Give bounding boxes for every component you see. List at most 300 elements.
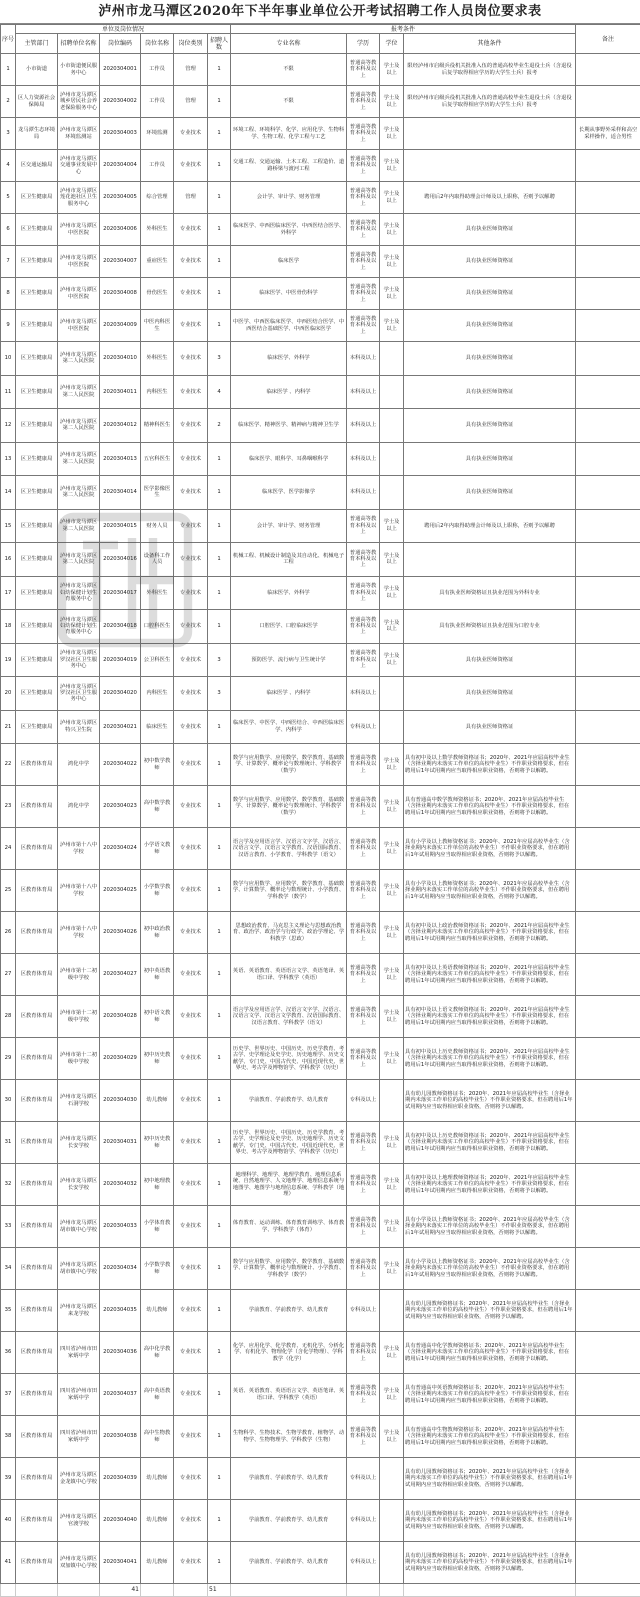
cell-no: 25 — [1, 870, 16, 912]
cell-edu: 普通高等教育本科及以上 — [347, 996, 380, 1038]
cell-edu: 普通高等教育本科及以上 — [347, 1248, 380, 1290]
table-row — [1, 912, 640, 954]
cell-edu: 普通高等教育本科及以上 — [347, 118, 380, 150]
cell-count: 1 — [208, 310, 231, 342]
cell-major: 生物科学、生物技术、生物学教育、植物学、动物学、生物物理学、学科教学（生物） — [231, 1416, 347, 1458]
cell-major: 临床医学、精神医学、精神病与精神卫生学 — [231, 409, 347, 443]
cell-unit: 泸州市龙马潭区第二人民医院 — [58, 442, 100, 476]
cell-unit: 四川省泸州市田家炳中学 — [58, 1332, 100, 1374]
cell-type: 专业技术 — [174, 1164, 208, 1206]
cell-count: 1 — [208, 1416, 231, 1458]
header-type: 岗位类别 — [174, 34, 208, 54]
cell-post: 骨伤医生 — [141, 278, 174, 310]
cell-code: 2020304022 — [100, 744, 141, 786]
cell-degree — [380, 1500, 404, 1542]
cell-dept: 区教育体育局 — [16, 1038, 58, 1080]
cell-edu: 普通高等教育本科及以上 — [347, 1164, 380, 1206]
cell-edu: 专科及以上 — [347, 1080, 380, 1122]
cell-code: 2020304015 — [100, 509, 141, 543]
cell-unit: 小市街道便民服务中心 — [58, 54, 100, 86]
cell-edu: 普通高等教育本科及以上 — [347, 214, 380, 246]
table-row — [1, 182, 640, 214]
cell-other: 具有小学及以上教师资格证书；2020年、2021年应届高校毕业生（含择业期内未落实工作单位的高校毕业生）不作职业资格要求，但在聘用后1年试用期内应当取得相应职业资格，否则将予以解聘。 — [404, 870, 576, 912]
cell-no: 37 — [1, 1374, 16, 1416]
cell-remark — [576, 442, 640, 476]
cell-post: 设备科工作人员 — [141, 543, 174, 577]
cell-edu: 本科及以上 — [347, 409, 380, 443]
cell-other: 具有幼儿园教师资格证书；2020年、2021年应届高校毕业生（含择业期内未落实工作单位的高校毕业生）不作职业资格要求，但在聘用后1年试用期内应当取得相应职业资格，否则将予以解聘。 — [404, 1458, 576, 1500]
cell-post: 初中政治教师 — [141, 912, 174, 954]
cell-degree: 学士及以上 — [380, 610, 404, 644]
cell-code: 2020304031 — [100, 1122, 141, 1164]
cell-count: 1 — [208, 1458, 231, 1500]
cell-post: 小学数学教师 — [141, 870, 174, 912]
table-row — [1, 246, 640, 278]
cell-code: 2020304008 — [100, 278, 141, 310]
cell-major: 英语、英语教育、英语语言文学、英语笔译、英语口译、学科教学（英语） — [231, 1374, 347, 1416]
cell-other: 具有普通高中数学教师资格证书；2020年、2021年应届高校毕业生（含择业期内未落实工作单位的高校毕业生）不作职业资格要求，但在聘用后1年试用期内应当取得相应职业资格，否则将予以解聘。 — [404, 786, 576, 828]
cell-major: 体育教育、运动训练、体育教育训练学、体育教学、学科教学（体育） — [231, 1206, 347, 1248]
cell-dept: 区卫生健康局 — [16, 476, 58, 510]
cell-no: 4 — [1, 150, 16, 182]
cell-type: 专业技术 — [174, 610, 208, 644]
cell-unit: 泸州市龙马潭区中医医院 — [58, 278, 100, 310]
cell-unit: 泸州市龙马潭区妇幼保健计划生育服务中心 — [58, 610, 100, 644]
cell-major: 临床医学 — [231, 246, 347, 278]
cell-dept: 龙马潭生态环境局 — [16, 118, 58, 150]
cell-other: 聘用后2年内取得助理会计师及以上职称，否则予以解聘 — [404, 182, 576, 214]
cell-major: 会计学、审计学、财务管理 — [231, 509, 347, 543]
cell-major: 机械工程、机械设计制造及其自动化、机械电子工程 — [231, 543, 347, 577]
cell-major: 会计学、审计学、财务管理 — [231, 182, 347, 214]
cell-degree — [380, 409, 404, 443]
cell-remark — [576, 278, 640, 310]
cell-unit: 泸州市龙马潭区妇幼保健计划生育服务中心 — [58, 576, 100, 610]
cell-no: 14 — [1, 476, 16, 510]
cell-post: 中医内科医生 — [141, 310, 174, 342]
cell-post: 医学影像医生 — [141, 476, 174, 510]
cell-remark — [576, 576, 640, 610]
cell-edu: 普通高等教育本科及以上 — [347, 744, 380, 786]
header-degree: 学位 — [380, 34, 404, 54]
cell-no: 22 — [1, 744, 16, 786]
cell-dept: 区教育体育局 — [16, 1500, 58, 1542]
cell-code: 2020304014 — [100, 476, 141, 510]
cell-other: 具有执业医师资格证 — [404, 278, 576, 310]
cell-edu: 普通高等教育本科及以上 — [347, 576, 380, 610]
cell-code: 2020304036 — [100, 1332, 141, 1374]
cell-post: 小学数学教师 — [141, 1248, 174, 1290]
table-row — [1, 1416, 640, 1458]
cell-other: 具有初中及以上政治教师资格证书；2020年、2021年应届高校毕业生（含择业期内未落实工作单位的高校毕业生）不作职业资格要求，但在聘用后1年试用期内应当取得相应职业资格，否则将予以解聘。 — [404, 912, 576, 954]
cell-remark — [576, 1416, 640, 1458]
cell-post: 初中语文教师 — [141, 996, 174, 1038]
cell-no: 6 — [1, 214, 16, 246]
cell-post: 五官科医生 — [141, 442, 174, 476]
cell-post: 初中地理教师 — [141, 1164, 174, 1206]
cell-remark — [576, 1500, 640, 1542]
cell-type: 专业技术 — [174, 1248, 208, 1290]
cell-other: 具有执业医师资格证 — [404, 710, 576, 744]
cell-dept: 区卫生健康局 — [16, 214, 58, 246]
header-unit: 招聘单位名称 — [58, 34, 100, 54]
cell-dept: 区卫生健康局 — [16, 610, 58, 644]
cell-dept: 区卫生健康局 — [16, 342, 58, 376]
cell-remark — [576, 1290, 640, 1332]
cell-code: 2020304038 — [100, 1416, 141, 1458]
cell-degree: 学士及以上 — [380, 543, 404, 577]
cell-type: 专业技术 — [174, 1500, 208, 1542]
cell-edu: 普通高等教育本科及以上 — [347, 643, 380, 677]
cell-degree — [380, 710, 404, 744]
cell-major: 口腔医学、口腔临床医学 — [231, 610, 347, 644]
cell-dept: 区教育体育局 — [16, 1122, 58, 1164]
cell-count: 1 — [208, 182, 231, 214]
cell-unit: 泸州市第十二初级中学校 — [58, 954, 100, 996]
cell-remark — [576, 1458, 640, 1500]
cell-no: 10 — [1, 342, 16, 376]
cell-degree: 学士及以上 — [380, 1374, 404, 1416]
cell-post: 工作员 — [141, 150, 174, 182]
cell-other: 具有小学及以上教师资格证书；2020年、2021年应届高校毕业生（含择业期内未落实工作单位的高校毕业生）不作职业资格要求，但在聘用后1年试用期内应当取得相应职业资格，否则将予以解聘。 — [404, 828, 576, 870]
cell-no: 34 — [1, 1248, 16, 1290]
cell-edu: 普通高等教育本科及以上 — [347, 509, 380, 543]
cell-unit: 泸州市第十八中学校 — [58, 912, 100, 954]
cell-major: 临床医学、眼科学、耳鼻咽喉科学 — [231, 442, 347, 476]
cell-code: 2020304026 — [100, 912, 141, 954]
cell-major: 临床医学、外科学 — [231, 342, 347, 376]
cell-post: 外科医生 — [141, 342, 174, 376]
header-count: 招聘人数 — [208, 34, 231, 54]
table-row — [1, 54, 640, 86]
cell-no: 35 — [1, 1290, 16, 1332]
table-row — [1, 870, 640, 912]
cell-dept: 区教育体育局 — [16, 1542, 58, 1584]
cell-unit: 泸州市龙马潭区第二人民医院 — [58, 342, 100, 376]
cell-unit: 鸿化中学 — [58, 786, 100, 828]
cell-degree: 学士及以上 — [380, 1122, 404, 1164]
cell-other: 具有普通高中生物教师资格证书；2020年、2021年应届高校毕业生（含择业期内未落实工作单位的高校毕业生）不作职业资格要求，但在聘用后1年试用期内应当取得相应职业资格，否则将予以解聘。 — [404, 1416, 576, 1458]
cell-unit: 泸州市龙马潭区长安学校 — [58, 1164, 100, 1206]
cell-dept: 区卫生健康局 — [16, 278, 58, 310]
cell-no: 18 — [1, 610, 16, 644]
cell-count: 1 — [208, 1374, 231, 1416]
cell-type: 专业技术 — [174, 150, 208, 182]
header-code: 岗位编码 — [100, 34, 141, 54]
cell-major: 不限 — [231, 54, 347, 86]
cell-remark — [576, 828, 640, 870]
cell-degree: 学士及以上 — [380, 509, 404, 543]
cell-code: 2020304021 — [100, 710, 141, 744]
cell-no: 12 — [1, 409, 16, 443]
cell-count: 1 — [208, 543, 231, 577]
cell-major: 环境工程、环境科学、化学、应用化学、生物科学、生物工程、化学工程与工艺 — [231, 118, 347, 150]
cell-dept: 区教育体育局 — [16, 1416, 58, 1458]
cell-code: 2020304028 — [100, 996, 141, 1038]
cell-remark — [576, 150, 640, 182]
cell-no: 20 — [1, 677, 16, 711]
cell-post: 工作员 — [141, 54, 174, 86]
cell-no: 16 — [1, 543, 16, 577]
cell-remark — [576, 54, 640, 86]
cell-dept: 区卫生健康局 — [16, 246, 58, 278]
table-row — [1, 1542, 640, 1584]
cell-count: 1 — [208, 1038, 231, 1080]
cell-major: 数学与应用数学、应用数学、数学教育、基础数学、计算数学、概率论与数理统计、小学教育、学科教学（数学） — [231, 870, 347, 912]
cell-count: 4 — [208, 375, 231, 409]
cell-no: 27 — [1, 954, 16, 996]
cell-type: 专业技术 — [174, 118, 208, 150]
cell-post: 初中数学教师 — [141, 744, 174, 786]
cell-dept: 区卫生健康局 — [16, 375, 58, 409]
cell-no: 5 — [1, 182, 16, 214]
cell-degree: 学士及以上 — [380, 310, 404, 342]
cell-type: 专业技术 — [174, 786, 208, 828]
table-row — [1, 1038, 640, 1080]
cell-other: 限经泸州市启级兵役机关批准入伍的普通高校毕业生退役士兵（含退役后复学取得相应学历的大学生士兵）报考 — [404, 86, 576, 118]
cell-type: 专业技术 — [174, 1458, 208, 1500]
cell-degree — [380, 442, 404, 476]
cell-unit: 泸州市龙马潭区特兴卫生院 — [58, 710, 100, 744]
cell-dept: 区教育体育局 — [16, 1080, 58, 1122]
cell-code: 2020304020 — [100, 677, 141, 711]
cell-major: 思想政治教育、马克思主义理论与思想政治教育、政治学、政治学与行政学、政治学理论、学科教学（思政） — [231, 912, 347, 954]
cell-major: 临床医学 、内科学 — [231, 677, 347, 711]
cell-count: 1 — [208, 246, 231, 278]
cell-other: 具有初中及以上历史教师资格证书；2020年、2021年应届高校毕业生（含择业期内未落实工作单位的高校毕业生）不作职业资格要求，但在聘用后1年试用期内应当取得相应职业资格，否则将予以解聘。 — [404, 1038, 576, 1080]
cell-edu: 专科及以上 — [347, 1458, 380, 1500]
cell-count: 1 — [208, 1080, 231, 1122]
cell-degree: 学士及以上 — [380, 576, 404, 610]
cell-count: 1 — [208, 1290, 231, 1332]
cell-degree — [380, 476, 404, 510]
cell-edu: 普通高等教育本科及以上 — [347, 786, 380, 828]
cell-no: 9 — [1, 310, 16, 342]
cell-code: 2020304017 — [100, 576, 141, 610]
cell-major: 临床医学、中医学、中西医结合、中西医临床医学、内科学 — [231, 710, 347, 744]
cell-unit: 四川省泸州市田家炳中学 — [58, 1416, 100, 1458]
cell-dept: 区卫生健康局 — [16, 710, 58, 744]
cell-other: 具有初中及以上历史教师资格证书；2020年、2021年应届高校毕业生（含择业期内未落实工作单位的高校毕业生）不作职业资格要求，但在聘用后1年试用期内应当取得相应职业资格，否则将予以解聘。 — [404, 1122, 576, 1164]
cell-code: 2020304019 — [100, 643, 141, 677]
cell-degree: 学士及以上 — [380, 278, 404, 310]
cell-unit: 泸州市龙马潭区交通事业发展中心 — [58, 150, 100, 182]
cell-major: 数学与应用数学、应用数学、数学教育、基础数学、计算数学、概率论与数理统计、小学教育、学科教学（数学） — [231, 1248, 347, 1290]
cell-remark — [576, 409, 640, 443]
cell-dept: 区卫生健康局 — [16, 509, 58, 543]
cell-count: 1 — [208, 54, 231, 86]
cell-post: 外科医生 — [141, 214, 174, 246]
cell-edu: 本科及以上 — [347, 342, 380, 376]
table-row — [1, 1290, 640, 1332]
cell-edu: 本科及以上 — [347, 677, 380, 711]
cell-remark — [576, 1248, 640, 1290]
cell-post: 高中数学教师 — [141, 786, 174, 828]
cell-other: 聘用后2年内取得助理会计师及以上职称，否则予以解聘 — [404, 509, 576, 543]
cell-major: 数学与应用数学、应用数学、数学教育、基础数学、计算数学、概率论与数理统计、学科教学（数学） — [231, 744, 347, 786]
cell-other: 具有小学及以上教师资格证书；2020年、2021年应届高校毕业生（含择业期内未落实工作单位的高校毕业生）不作职业资格要求，但在聘用后1年试用期内应当取得相应职业资格，否则将予以解聘。 — [404, 1248, 576, 1290]
cell-post: 重症医生 — [141, 246, 174, 278]
cell-count: 1 — [208, 576, 231, 610]
cell-unit: 泸州市龙马潭区石洞学校 — [58, 1080, 100, 1122]
cell-other: 具有幼儿园教师资格证书；2020年、2021年应届高校毕业生（含择业期内未落实工作单位的高校毕业生）不作职业资格要求，但在聘用后1年试用期内应当取得相应职业资格，否则将予以解聘。 — [404, 1500, 576, 1542]
cell-degree — [380, 1080, 404, 1122]
cell-edu: 普通高等教育本科及以上 — [347, 543, 380, 577]
cell-post: 幼儿教师 — [141, 1500, 174, 1542]
cell-unit: 泸州市龙马潭区第二人民医院 — [58, 509, 100, 543]
cell-count: 1 — [208, 214, 231, 246]
cell-degree — [380, 1458, 404, 1500]
cell-remark — [576, 375, 640, 409]
table-row — [1, 118, 640, 150]
cell-type: 专业技术 — [174, 476, 208, 510]
cell-other: 具有执业医师资格证 — [404, 310, 576, 342]
total-positions: 41 — [100, 1584, 141, 1597]
cell-remark — [576, 1374, 640, 1416]
table-row — [1, 677, 640, 711]
cell-dept: 区教育体育局 — [16, 954, 58, 996]
cell-no: 2 — [1, 86, 16, 118]
cell-degree: 学士及以上 — [380, 828, 404, 870]
cell-edu: 专科及以上 — [347, 1290, 380, 1332]
cell-type: 专业技术 — [174, 912, 208, 954]
cell-count: 1 — [208, 1332, 231, 1374]
cell-edu: 普通高等教育本科及以上 — [347, 912, 380, 954]
cell-code: 2020304013 — [100, 442, 141, 476]
cell-other: 具有执业医师资格证 — [404, 677, 576, 711]
cell-no: 3 — [1, 118, 16, 150]
cell-no: 26 — [1, 912, 16, 954]
cell-edu: 本科及以上 — [347, 476, 380, 510]
total-people: 51 — [208, 1584, 231, 1597]
cell-degree — [380, 677, 404, 711]
cell-remark — [576, 1038, 640, 1080]
cell-post: 临床医生 — [141, 710, 174, 744]
table-row — [1, 310, 640, 342]
cell-type: 专业技术 — [174, 214, 208, 246]
cell-remark — [576, 182, 640, 214]
cell-remark — [576, 1164, 640, 1206]
cell-count: 1 — [208, 278, 231, 310]
cell-type: 专业技术 — [174, 1416, 208, 1458]
cell-type: 管理 — [174, 54, 208, 86]
cell-count: 1 — [208, 912, 231, 954]
cell-code: 2020304027 — [100, 954, 141, 996]
cell-post: 外科医生 — [141, 576, 174, 610]
cell-post: 初中英语教师 — [141, 954, 174, 996]
cell-code: 2020304032 — [100, 1164, 141, 1206]
cell-type: 管理 — [174, 182, 208, 214]
cell-remark — [576, 509, 640, 543]
cell-edu: 普通高等教育本科及以上 — [347, 954, 380, 996]
cell-degree: 学士及以上 — [380, 1206, 404, 1248]
cell-remark — [576, 610, 640, 644]
cell-count: 1 — [208, 954, 231, 996]
cell-type: 专业技术 — [174, 870, 208, 912]
cell-other: 具有执业医师资格证 — [404, 246, 576, 278]
cell-degree: 学士及以上 — [380, 182, 404, 214]
cell-code: 2020304018 — [100, 610, 141, 644]
cell-major: 学前教育、学前教育学、幼儿教育 — [231, 1290, 347, 1332]
cell-other: 具有执业医师资格证 — [404, 476, 576, 510]
cell-remark — [576, 677, 640, 711]
table-row — [1, 1122, 640, 1164]
cell-edu: 普通高等教育本科及以上 — [347, 182, 380, 214]
cell-dept: 区教育体育局 — [16, 1248, 58, 1290]
cell-other — [404, 118, 576, 150]
table-row — [1, 342, 640, 376]
header-remark: 备注 — [576, 25, 640, 54]
cell-code: 2020304003 — [100, 118, 141, 150]
cell-code: 2020304006 — [100, 214, 141, 246]
cell-no: 15 — [1, 509, 16, 543]
cell-code: 2020304034 — [100, 1248, 141, 1290]
table-row — [1, 409, 640, 443]
cell-remark — [576, 310, 640, 342]
cell-other: 具有初中及以上地理教师资格证书；2020年、2021年应届高校毕业生（含择业期内未落实工作单位的高校毕业生）不作职业资格要求，但在聘用后1年试用期内应当取得相应职业资格，否则将予以解聘。 — [404, 1164, 576, 1206]
cell-type: 管理 — [174, 86, 208, 118]
cell-post: 内科医生 — [141, 677, 174, 711]
cell-type: 专业技术 — [174, 442, 208, 476]
cell-other: 具有执业医师资格证 — [404, 342, 576, 376]
cell-type: 专业技术 — [174, 342, 208, 376]
cell-unit: 泸州市龙马潭区长安学校 — [58, 1122, 100, 1164]
cell-dept: 区卫生健康局 — [16, 677, 58, 711]
cell-remark — [576, 643, 640, 677]
cell-no: 38 — [1, 1416, 16, 1458]
cell-unit: 泸州市龙马潭区第二人民医院 — [58, 409, 100, 443]
cell-degree: 学士及以上 — [380, 786, 404, 828]
cell-type: 专业技术 — [174, 744, 208, 786]
cell-post: 初中历史教师 — [141, 1038, 174, 1080]
cell-dept: 区教育体育局 — [16, 870, 58, 912]
cell-dept: 区教育体育局 — [16, 1458, 58, 1500]
cell-no: 31 — [1, 1122, 16, 1164]
table-row — [1, 1248, 640, 1290]
cell-code: 2020304016 — [100, 543, 141, 577]
cell-degree: 学士及以上 — [380, 870, 404, 912]
cell-code: 2020304037 — [100, 1374, 141, 1416]
cell-type: 专业技术 — [174, 1206, 208, 1248]
cell-dept: 区教育体育局 — [16, 828, 58, 870]
table-row — [1, 1500, 640, 1542]
cell-edu: 普通高等教育本科及以上 — [347, 310, 380, 342]
table-row — [1, 643, 640, 677]
cell-no: 11 — [1, 375, 16, 409]
cell-edu: 普通高等教育本科及以上 — [347, 86, 380, 118]
cell-degree — [380, 1542, 404, 1584]
table-row — [1, 375, 640, 409]
cell-unit: 泸州市龙马潭区环境监测站 — [58, 118, 100, 150]
cell-type: 专业技术 — [174, 543, 208, 577]
table-row — [1, 442, 640, 476]
cell-unit: 四川省泸州市田家炳中学 — [58, 1374, 100, 1416]
cell-no: 13 — [1, 442, 16, 476]
cell-post: 环境监测 — [141, 118, 174, 150]
cell-type: 专业技术 — [174, 1374, 208, 1416]
cell-edu: 普通高等教育本科及以上 — [347, 246, 380, 278]
cell-post: 幼儿教师 — [141, 1290, 174, 1332]
cell-edu: 普通高等教育本科及以上 — [347, 828, 380, 870]
cell-type: 专业技术 — [174, 1080, 208, 1122]
header-dept: 主管部门 — [16, 34, 58, 54]
cell-remark — [576, 342, 640, 376]
cell-code: 2020304024 — [100, 828, 141, 870]
cell-type: 专业技术 — [174, 409, 208, 443]
cell-remark — [576, 996, 640, 1038]
cell-edu: 普通高等教育本科及以上 — [347, 610, 380, 644]
cell-degree: 学士及以上 — [380, 118, 404, 150]
